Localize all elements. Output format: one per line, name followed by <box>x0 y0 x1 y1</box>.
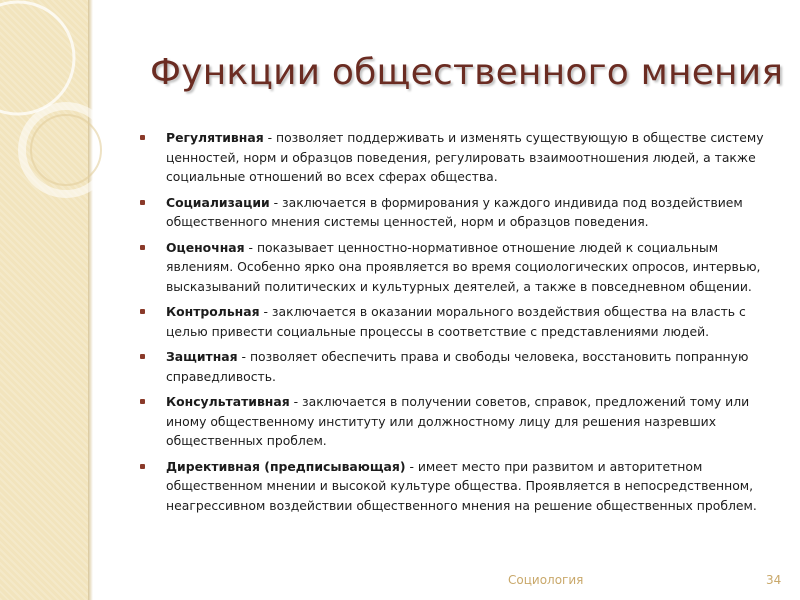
footer-label: Социология <box>508 573 584 587</box>
list-item <box>140 347 776 386</box>
list-item <box>140 128 776 187</box>
bullet-icon <box>140 245 145 250</box>
bullet-icon <box>140 464 145 469</box>
item-text: - имеет место при развитом и авторитетном общественном мнении и высокой культуре общества. Проявляется в непосредственном, неагрессивном воздействии общественного мнения на решение общественных проблем. <box>166 458 757 513</box>
list-item <box>140 457 776 516</box>
item-text: - заключается в оказании морального воздействия общества на власть с целью привести социальные процессы в соответствие с представлениями людей. <box>166 304 746 339</box>
decorative-circles <box>0 0 130 260</box>
item-term: Консультативная <box>166 394 290 409</box>
item-text: - позволяет обеспечить права и свободы человека, восстановить попранную справедливость. <box>166 349 749 384</box>
page-number: 34 <box>766 573 782 587</box>
item-term: Социализации <box>166 194 270 210</box>
item-term: Оценочная <box>166 239 245 255</box>
bullet-icon <box>140 354 145 359</box>
bullet-icon <box>140 399 145 404</box>
deco-circle-large <box>0 2 74 114</box>
item-text: - позволяет поддерживать и изменять существующую в обществе систему ценностей, норм и образцов поведения, регулировать взаимоотношения людей, а также социальные отношений во всех сферах общества. <box>166 130 764 184</box>
item-text: - заключается в получении советов, справок, предложений тому или иному общественному институту или должностному лицу для решения назревших общественных проблем. <box>166 394 750 448</box>
item-text: - заключается в формирования у каждого индивида под воздействием общественного мнения системы ценностей, норм и образцов поведения. <box>166 194 743 229</box>
page-title: Функции общественного мнения <box>150 52 784 93</box>
functions-list <box>140 128 776 521</box>
deco-circle-ring <box>22 106 110 194</box>
item-term: Контрольная <box>166 304 260 319</box>
list-item <box>140 193 776 232</box>
item-term: Защитная <box>166 349 238 364</box>
list-item <box>140 302 776 341</box>
bullet-icon <box>140 200 145 205</box>
bullet-icon <box>140 135 145 140</box>
list-item <box>140 392 776 451</box>
item-text: - показывает ценностно-нормативное отношение людей к социальным явлениям. Особенно ярко она проявляется во время социологических опросов, интервью, высказываний политических и культурных деятелей, а также в повседневном общении. <box>166 239 761 294</box>
item-term: Директивная (предписывающая) <box>166 458 406 474</box>
item-term: Регулятивная <box>166 130 264 145</box>
bullet-icon <box>140 309 145 314</box>
deco-circle-inner <box>31 115 101 185</box>
list-item <box>140 238 776 297</box>
